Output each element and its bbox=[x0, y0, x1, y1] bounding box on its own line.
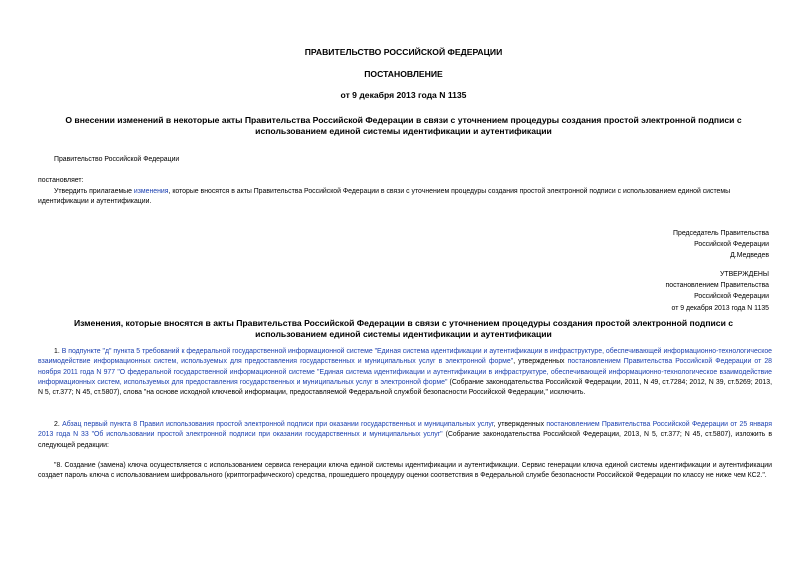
item-1-text-2: (Собрание законодательства Российской Федерации, 2011, N 49, ст.7284; 2012, N 39, ст.5269; 2013, N 5, ст.377; N 45, ст.5807), слова "на основе исходной ключевой информации, предоставляемой Федеральной службой безопасности Российской Федерации," исключить. bbox=[38, 378, 773, 397]
government-heading: ПРАВИТЕЛЬСТВО РОССИЙСКОЙ ФЕДЕРАЦИИ bbox=[304, 47, 503, 57]
item-1-text-1: , утвержденных bbox=[513, 358, 568, 366]
signature-block bbox=[520, 228, 769, 262]
approved-block bbox=[520, 269, 769, 314]
signature-line-2: Российской Федерации bbox=[694, 241, 769, 249]
signature-line-1: Председатель Правительства bbox=[673, 230, 769, 237]
item-2-number: 2. bbox=[54, 421, 63, 428]
item-1-number: 1. bbox=[54, 348, 62, 355]
signature-name: Д.Медведев bbox=[730, 252, 769, 260]
changes-link[interactable]: изменения bbox=[133, 188, 169, 195]
quote-paragraph: "8. Создание (замена) ключа осуществляется с использованием сервиса генерации ключа единой системы идентификации и аутентификации. Сервис генерации ключа единой системы идентификации и аутентификации создает пароль ключа с использованием шифровального (криптографического) средства, прошедшего процедуру оценки соответствия в Федеральной службе безопасности Российской Федерации по классу не ниже чем КС2.". bbox=[38, 462, 772, 480]
item-2-rules-link[interactable]: Абзац первый пункта 8 Правил использования простой электронной подписи при оказании государственных и муниципальных услуг bbox=[62, 421, 494, 428]
item-1-requirements-link[interactable]: В подпункте "д" пункта 5 требований к федеральной государственной информационной системе "Единая система идентификации и аутентификации в инфраструктуре, обеспечивающей информационно-технологическое взаимодействие информационных систем, используемых для предоставления государственных и муниципальных услуг в электронной форме" bbox=[38, 348, 772, 366]
item-1-resolution-977-link[interactable]: постановлением Правительства Российской Федерации от 28 ноября 2011 года N 977 "О федеральной государственной информационной системе "Единая система идентификации и аутентификации в инфраструктуре, обеспечивающей информационно-технологическое взаимодействие информационных систем, используемых для предоставления государственных и муниципальных услуг в электронной форме" bbox=[38, 358, 772, 386]
approved-line-3: Российской Федерации bbox=[694, 293, 769, 301]
approve-paragraph bbox=[38, 187, 772, 208]
item-2-resolution-33-link[interactable]: постановлением Правительства Российской Федерации от 25 января 2013 года N 33 "Об использовании простой электронной подписи при оказании государственных и муниципальных услуг" bbox=[38, 421, 772, 439]
approved-line-1: УТВЕРЖДЕНЫ bbox=[720, 271, 769, 278]
approve-text-pre: Утвердить прилагаемые bbox=[54, 188, 134, 195]
item-1-paragraph bbox=[38, 347, 772, 398]
issuer-text: Правительство Российской Федерации bbox=[54, 156, 180, 163]
document-type: ПОСТАНОВЛЕНИЕ bbox=[364, 69, 443, 79]
item-2-text-1: , утвержденных bbox=[493, 421, 547, 428]
changes-title: Изменения, которые вносятся в акты Правительства Российской Федерации в связи с уточнением процедуры создания простой электронной подписи с использованием единой системы идентификации и аутентификации bbox=[73, 318, 734, 339]
approve-text-post: , которые вносятся в акты Правительства Российской Федерации в связи с уточнением процедуры создания простой электронной подписи с использованием единой системы идентификации и аутентификации. bbox=[38, 188, 731, 206]
approved-line-4: от 9 декабря 2013 года N 1135 bbox=[671, 304, 769, 312]
item-2-paragraph bbox=[38, 420, 772, 451]
decrees-text: постановляет: bbox=[38, 177, 84, 184]
document-title: О внесении изменений в некоторые акты Правительства Российской Федерации в связи с уточнением процедуры создания простой электронной подписи с использованием единой системы идентификации и аутентификации bbox=[65, 115, 742, 136]
item-2-text-2: (Собрание законодательства Российской Федерации, 2013, N 5, ст.377; N 45, ст.5807), изложить в следующей редакции: bbox=[38, 431, 772, 449]
approved-line-2: постановлением Правительства bbox=[665, 282, 769, 290]
document-date-number: от 9 декабря 2013 года N 1135 bbox=[340, 90, 467, 100]
